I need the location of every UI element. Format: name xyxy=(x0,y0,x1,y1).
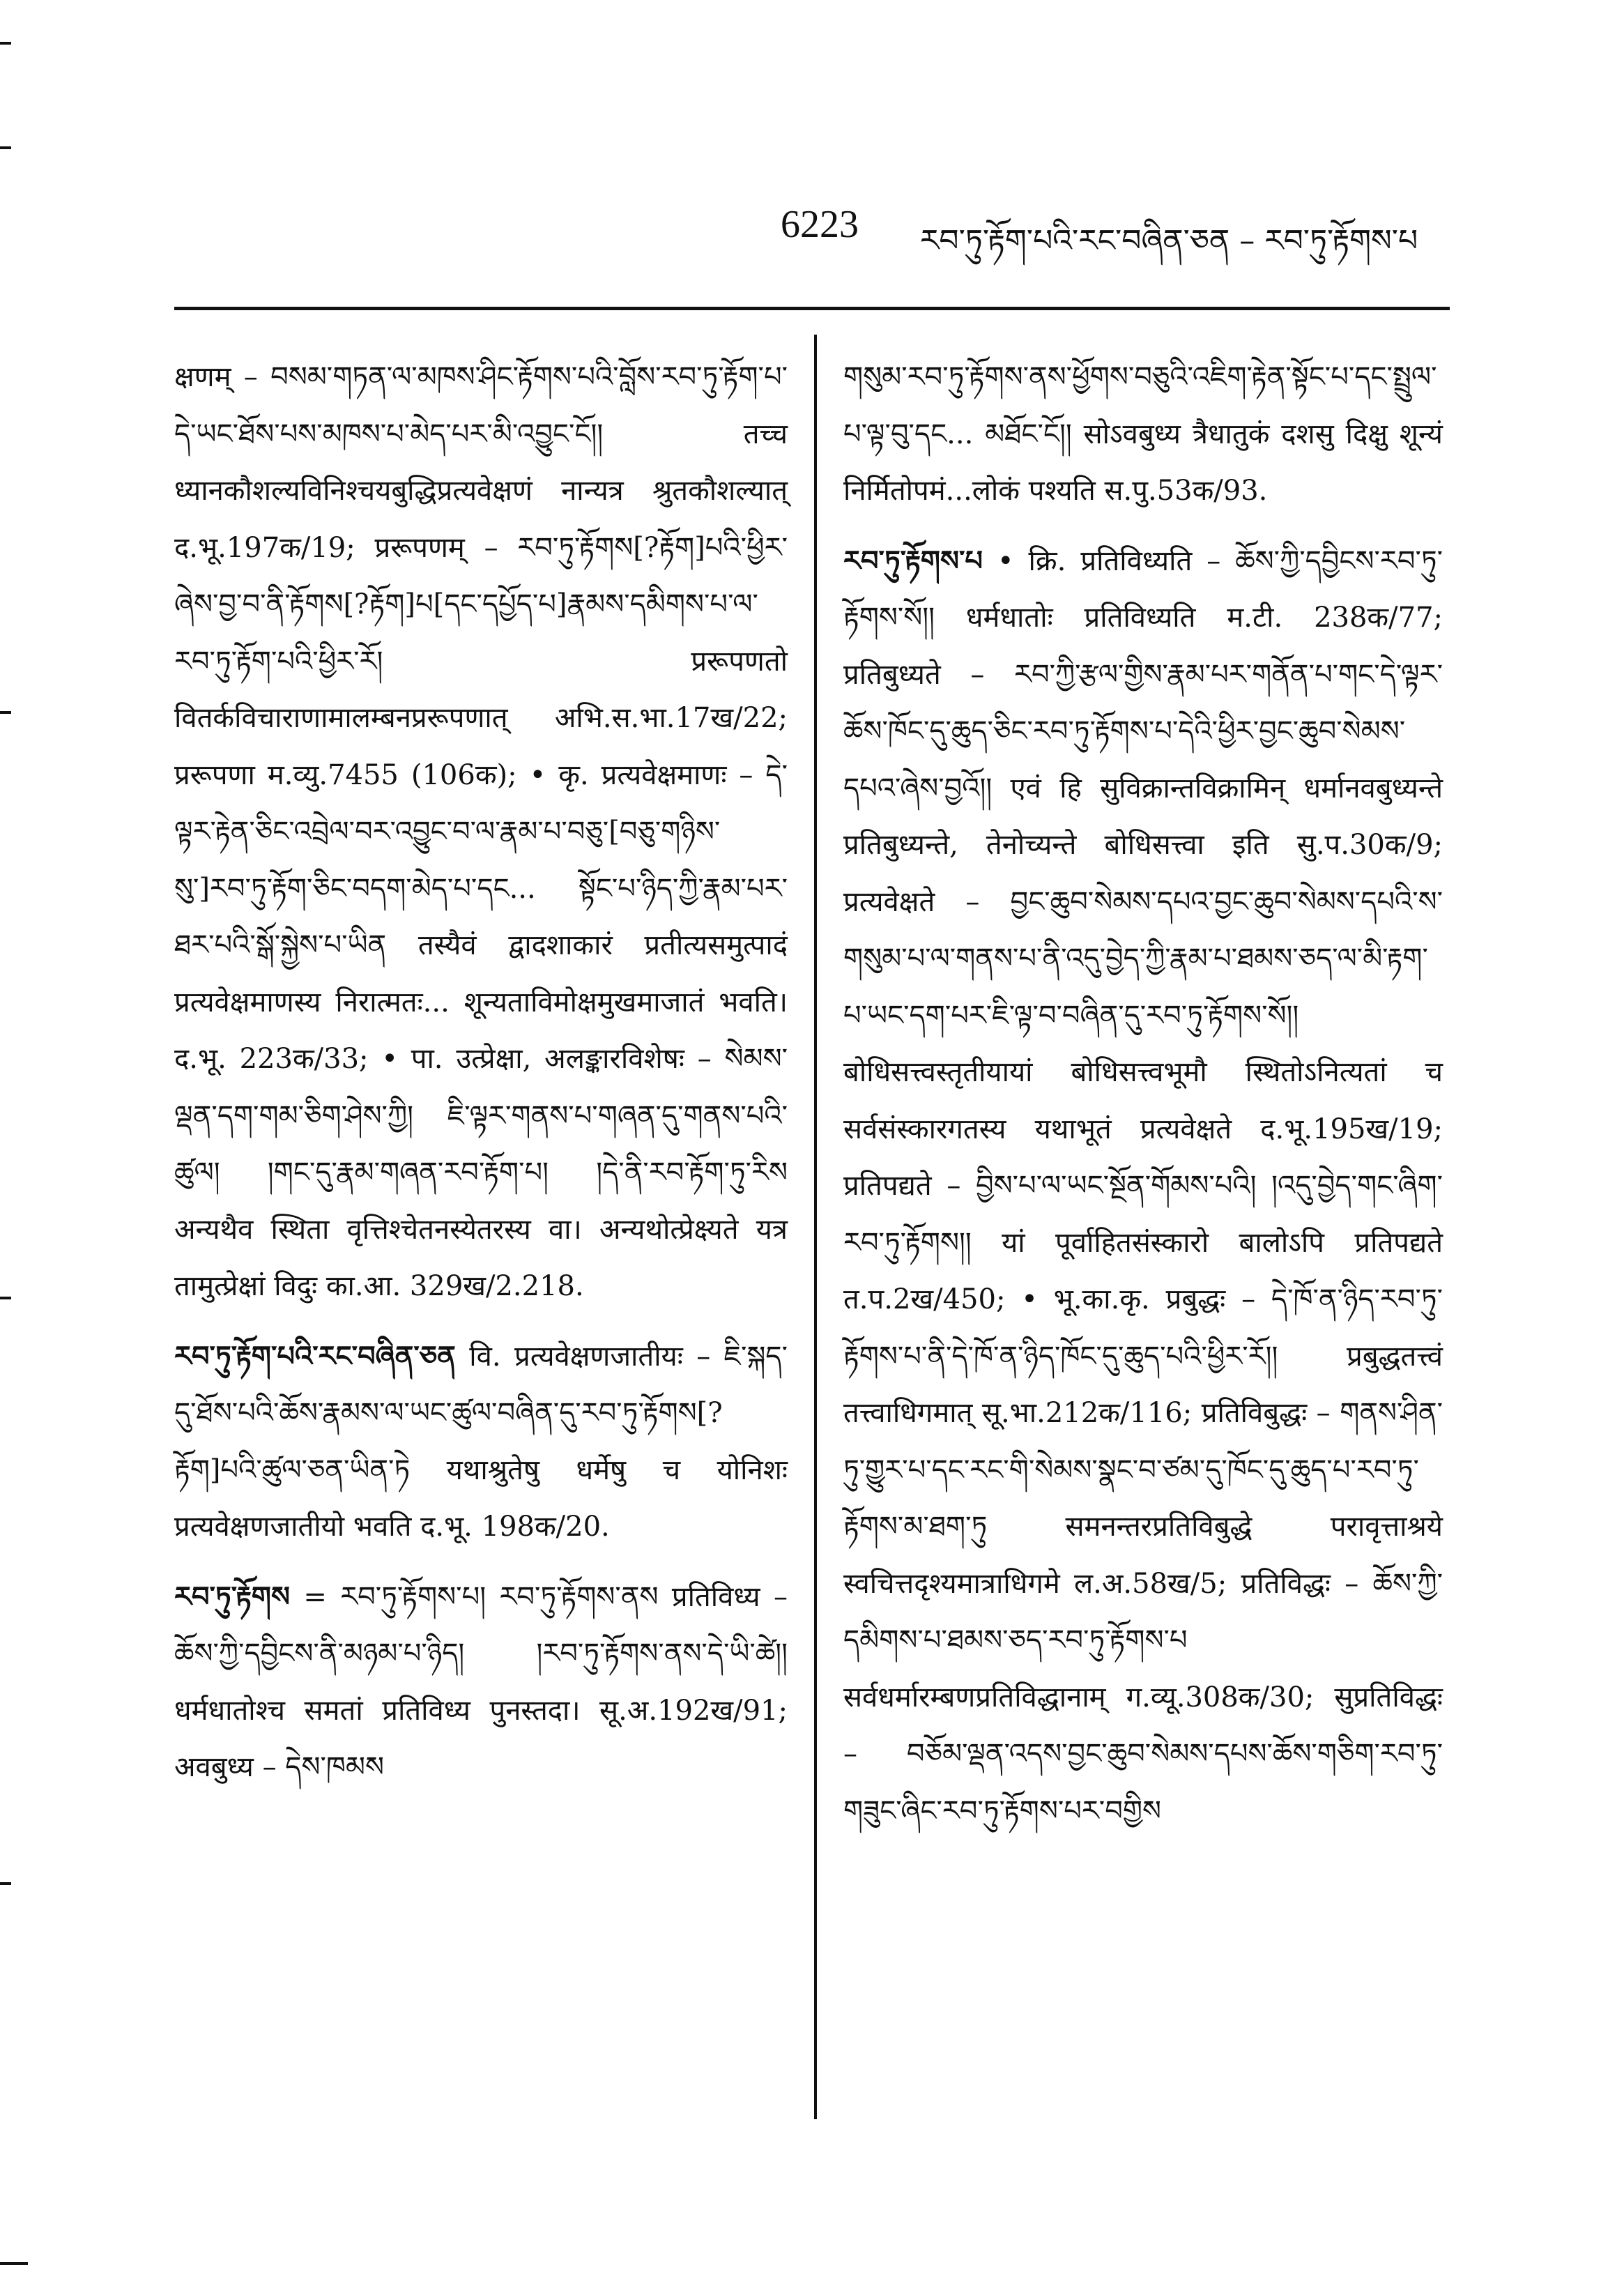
dictionary-entry xyxy=(174,1568,788,1796)
right-column xyxy=(843,349,1443,1852)
dictionary-entry xyxy=(174,1328,788,1556)
entry-text: • क्रि. प्रतिविध्यति – ཆོས་ཀྱི་དབྱིངས་རབ་ཏུ་རྟོགས་སོ།། धर्मधातोः प्रतिविध्यति म.टी. 238क/77; प्रतिबुध्यते – རབ་ཀྱི་རྩལ་གྱིས་རྣམ་པར་གནོན་པ་གང་དེ་ལྟར་ཆོས་ཁོང་དུ་ཆུད་ཅིང་རབ་ཏུ་རྟོགས་པ་དེའི་ཕྱིར་བྱང་ཆུབ་སེམས་དཔའ་ཞེས་བྱའོ།། एवं हि सुविक्रान्तविक्रामिन् धर्मानवबुध्यन्ते प्रतिबुध्यन्ते, तेनोच्यन्ते बोधिसत्त्वा इति सु.प.30क/9; प्रत्यवेक्षते – བྱང་ཆུབ་སེམས་དཔའ་བྱང་ཆུབ་སེམས་དཔའི་ས་གསུམ་པ་ལ་གནས་པ་ནི་འདུ་བྱེད་ཀྱི་རྣམ་པ་ཐམས་ཅད་ལ་མི་རྟག་པ་ཡང་དག་པར་ཇི་ལྟ་བ་བཞིན་དུ་རབ་ཏུ་རྟོགས་སོ།། बोधिसत्त्वस्तृतीयायां बोधिसत्त्वभूमौ स्थितोऽनित्यतां च सर्वसंस्कारगतस्य यथाभूतं प्रत्यवेक्षते द.भू.195ख/19; प्रतिपद्यते – བྱིས་པ་ལ་ཡང་སྔོན་གོམས་པའི། །འདུ་བྱེད་གང་ཞིག་རབ་ཏུ་རྟོགས།། यां पूर्वाहितसंस्कारो बालोऽपि प्रतिपद्यते त.प.2ख/450; • भू.का.कृ. प्रबुद्धः – དེ་ཁོ་ན་ཉིད་རབ་ཏུ་རྟོགས་པ་ནི་དེ་ཁོ་ན་ཉིད་ཁོང་དུ་ཆུད་པའི་ཕྱིར་རོ།། प्रबुद्धतत्त्वं तत्त्वाधिगमात् सू.भा.212क/116; प्रतिविबुद्धः – གནས་ཤིན་ཏུ་གྱུར་པ་དང་རང་གི་སེམས་སྣང་བ་ཙམ་དུ་ཁོང་དུ་ཆུད་པ་རབ་ཏུ་རྟོགས་མ་ཐག་ཏུ समनन्तरप्रतिविबुद्धे परावृत्ताश्रये स्वचित्तदृश्यमात्राधिगमे ल.अ.58ख/5; प्रतिविद्धः – ཆོས་ཀྱི་དམིགས་པ་ཐམས་ཅད་རབ་ཏུ་རྟོགས་པ सर्वधर्मारम्बणप्रतिविद्धानाम् ग.व्यू.308क/30; सुप्रतिविद्धः – བཅོམ་ལྡན་འདས་བྱང་ཆུབ་སེམས་དཔས་ཆོས་གཅིག་རབ་ཏུ་གཟུང་ཞིང་རབ་ཏུ་རྟོགས་པར་བགྱིས xyxy=(843,544,1443,1827)
entry-text: वि. प्रत्यवेक्षणजातीयः – ཇི་སྐད་དུ་ཐོས་པའི་ཆོས་རྣམས་ལ་ཡང་ཚུལ་བཞིན་དུ་རབ་ཏུ་རྟོགས[?རྟོག]པའི་ཚུལ་ཅན་ཡིན་ཏེ यथाश्रुतेषु धर्मेषु च योनिशः प्रत्यवेक्षणजातीयो भवति द.भू. 198क/20. xyxy=(174,1340,788,1543)
dictionary-entry xyxy=(843,349,1443,520)
margin-mark xyxy=(0,42,11,45)
entry-headword: རབ་ཏུ་རྟོག་པའི་རང་བཞིན་ཅན xyxy=(174,1339,456,1373)
dictionary-entry xyxy=(843,533,1443,1840)
margin-mark xyxy=(0,146,11,149)
column-divider xyxy=(814,335,817,2119)
margin-mark xyxy=(0,2262,28,2265)
entry-text: གསུམ་རབ་ཏུ་རྟོགས་ནས་ཕྱོགས་བཅུའི་འཇིག་རྟེན་སྟོང་པ་དང་སྤྲུལ་པ་ལྟ་བུ་དང... མཐོང་ངོ།། सोऽवबुध्य त्रैधातुकं दशसु दिक्षु शून्यं निर्मितोपमं...लोकं पश्यति स.पु.53क/93. xyxy=(843,361,1443,507)
entry-text: = རབ་ཏུ་རྟོགས་པ། རབ་ཏུ་རྟོགས་ནས प्रतिविध्य – ཆོས་ཀྱི་དབྱིངས་ནི་མཉམ་པ་ཉིད། །རབ་ཏུ་རྟོགས་ནས་དེ་ཡི་ཚེ།། धर्मधातोश्च समतां प्रतिविध्य पुनस्तदा। सू.अ.192ख/91; अवबुध्य – དེས་ཁམས xyxy=(174,1580,788,1783)
running-head: རབ་ཏུ་རྟོག་པའི་རང་བཞིན་ཅན – རབ་ཏུ་རྟོགས་པ xyxy=(920,223,1418,259)
entry-text: क्षणम् – བསམ་གཏན་ལ་མཁས་ཤིང་རྟོགས་པའི་བློས་རབ་ཏུ་རྟོག་པ་དེ་ཡང་ཐོས་པས་མཁས་པ་མེད་པར་མི་འབྱུང་ངོ།། तच्च ध्यानकौशल्यविनिश्चयबुद्धिप्रत्यवेक्षणं नान्यत्र श्रुतकौशल्यात् द.भू.197क/19; प्ररूपणम् – རབ་ཏུ་རྟོགས[?རྟོག]པའི་ཕྱིར་ཞེས་བྱ་བ་ནི་རྟོགས[?རྟོག]པ[དང་དཔྱོད་པ]རྣམས་དམིགས་པ་ལ་རབ་ཏུ་རྟོག་པའི་ཕྱིར་རོ། प्ररूपणतो वितर्कविचाराणामालम्बनप्ररूपणात् अभि.स.भा.17ख/22; प्ररूपणा म.व्यु.7455 (106क); • कृ. प्रत्यवेक्षमाणः – དེ་ལྟར་རྟེན་ཅིང་འབྲེལ་བར་འབྱུང་བ་ལ་རྣམ་པ་བཅུ་[བཅུ་གཉིས་སུ་]རབ་ཏུ་རྟོག་ཅིང་བདག་མེད་པ་དང... སྟོང་པ་ཉིད་ཀྱི་རྣམ་པར་ཐར་པའི་སྒོ་སྐྱེས་པ་ཡིན तस्यैवं द्वादशाकारं प्रतीत्यसमुत्पादं प्रत्यवेक्षमाणस्य निरात्मतः... शून्यताविमोक्षमुखमाजातं भवति। द.भू. 223क/33; • पा. उत्प्रेक्षा, अलङ्कारविशेषः – སེམས་ལྡན་དག་གམ་ཅིག་ཤེས་ཀྱི། ཇི་ལྟར་གནས་པ་གཞན་དུ་གནས་པའི་ཚུལ། །གང་དུ་རྣམ་གཞན་རབ་རྟོག་པ། །དེ་ནི་རབ་རྟོག་ཏུ་རིས अन्यथैव स्थिता वृत्तिश्चेतनस्येतरस्य वा। अन्यथोत्प्रेक्ष्यते यत्र तामुत्प्रेक्षां विदुः का.आ. 329ख/2.218. xyxy=(174,361,788,1302)
header-rule xyxy=(174,307,1450,310)
page-header xyxy=(767,202,1436,265)
margin-mark xyxy=(0,711,11,714)
dictionary-entry xyxy=(174,349,788,1315)
left-column xyxy=(174,349,788,1809)
page-number: 6223 xyxy=(781,203,859,246)
entry-headword: རབ་ཏུ་རྟོགས་པ xyxy=(843,544,983,577)
margin-mark xyxy=(0,1297,11,1299)
margin-mark xyxy=(0,1882,11,1885)
entry-headword: རབ་ཏུ་རྟོགས xyxy=(174,1580,290,1613)
